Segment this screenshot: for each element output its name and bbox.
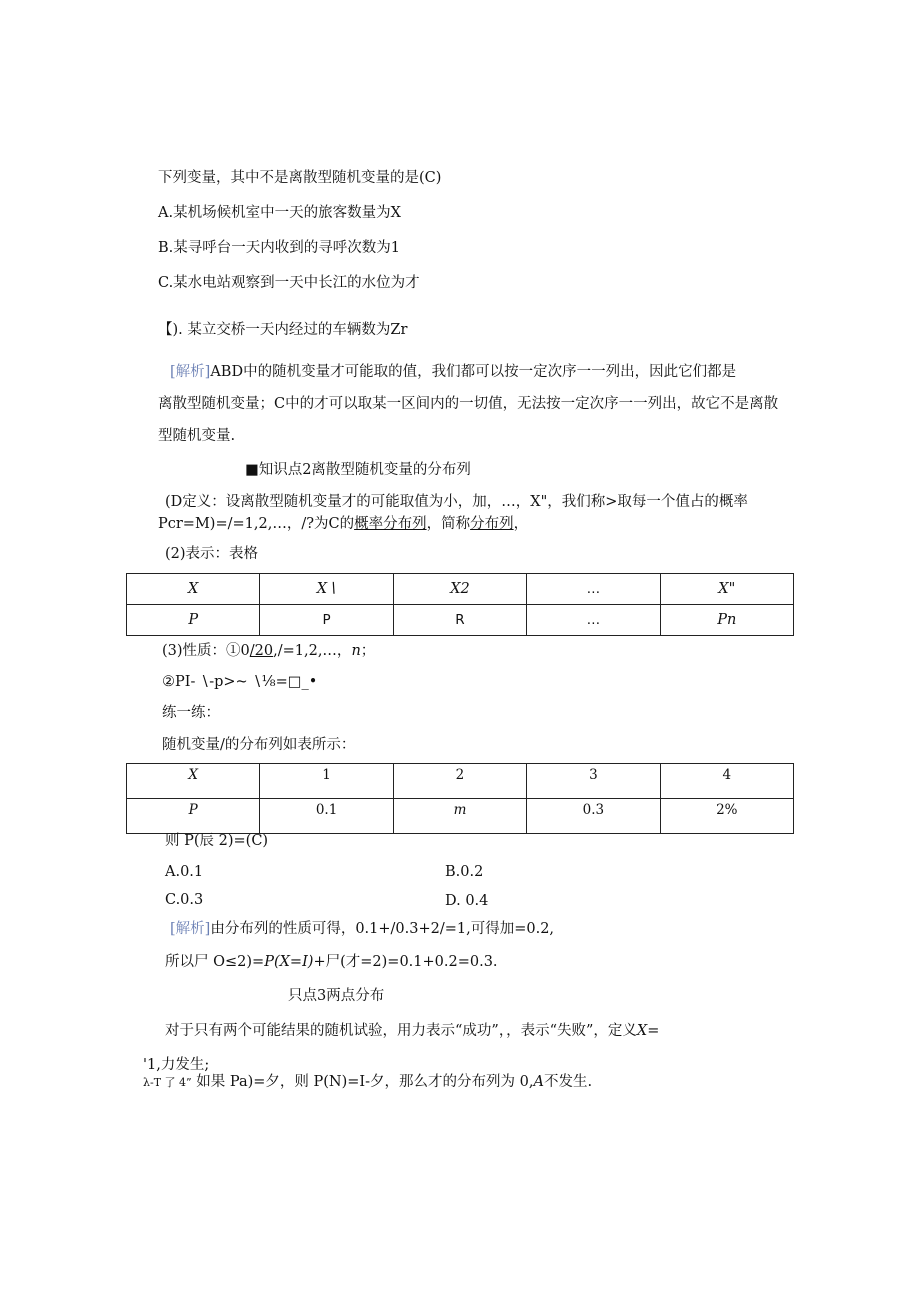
table-cell: … [527, 574, 660, 605]
table-cell: m [393, 799, 526, 834]
property-text-2: ,/=1,2,…， [273, 643, 352, 659]
table-row [127, 799, 794, 834]
distribution-table [126, 573, 794, 636]
definition-text-2: ，简称 [426, 516, 471, 532]
definition-line-1: (D定义：设离散型随机变量才的可能取值为小，加，…，X"，我们称>取每一个值占的概率 [165, 494, 748, 510]
table-cell: 1 [260, 764, 393, 799]
property-n: n [351, 643, 361, 659]
analysis-text-line-3: 型随机变量. [158, 428, 236, 444]
option-c: C.某水电站观察到一天中长江的水位为才 [158, 275, 420, 291]
table-cell: P [127, 605, 260, 636]
practice-question: 则 P(辰 2)=(C) [165, 833, 269, 849]
term-underlined-2: 分布列 [470, 516, 514, 532]
table-cell: P [260, 605, 393, 636]
property-line-2: ②PI- ∖-p>~ ∖⅛=□_• [162, 674, 318, 690]
analysis-text-2: +尸(才=2)=0.1+0.2=0.3. [313, 954, 498, 970]
two-point-line-3 [143, 1072, 592, 1093]
table-cell: … [527, 605, 660, 636]
table-cell: X" [660, 574, 793, 605]
table-cell: 0.1 [260, 799, 393, 834]
analysis-text: 所以尸 O≤2)= [165, 954, 265, 970]
analysis-paragraph [170, 362, 736, 382]
two-point-italic: X= [636, 1023, 660, 1039]
term-underlined-1: 概率分布列 [354, 516, 427, 532]
question-stem: 下列变量，其中不是离散型随机变量的是(C) [158, 170, 442, 186]
analysis-tag: [解析] [170, 364, 211, 380]
analysis-italic: P(X=I) [264, 954, 314, 970]
two-point-italic-2: A [533, 1074, 544, 1090]
definition-text-3: ， [513, 516, 529, 532]
table-cell: X [127, 764, 260, 799]
analysis-text-line-1: ABD中的随机变量才可能取的值，我们都可以按一定次序一一列出，因此它们都是 [210, 364, 737, 380]
option-d: 【). 某立交桥一天内经过的车辆数为Zr [158, 322, 408, 338]
table-cell: R [393, 605, 526, 636]
table-cell: Pn [660, 605, 793, 636]
analysis-text: 由分布列的性质可得，0.1+/0.3+2/=1,可得加=0.2, [210, 921, 555, 937]
practice-analysis-line-1 [170, 919, 554, 939]
two-point-text: 对于只有两个可能结果的随机试验，用力表示“成功”，，表示“失败”，定义 [165, 1023, 637, 1039]
practice-heading: 练一练： [162, 705, 220, 721]
analysis-tag: [解析] [170, 921, 211, 937]
two-point-line-2: '1,力发生; [143, 1057, 210, 1073]
property-line-1 [162, 641, 375, 661]
table-row [127, 605, 794, 636]
practice-intro: 随机变量/的分布列如表所示： [162, 737, 356, 753]
table-cell: 4 [660, 764, 793, 799]
two-point-line-1 [165, 1021, 659, 1041]
section-heading-kp2: ■知识点2离散型随机变量的分布列 [245, 462, 471, 478]
option-a: A.某机场候机室中一天的旅客数量为X [158, 205, 401, 221]
definition-text: Pcr=M)=/=1,2,…，/?为C的 [158, 516, 355, 532]
property-text: (3)性质：①0 [162, 643, 250, 659]
table-cell: 0.3 [527, 799, 660, 834]
two-point-text-2: 如果 Pa)=夕，则 P(N)=I-夕，那么才的分布列为 0, [196, 1074, 534, 1090]
table-cell: X2 [393, 574, 526, 605]
section-heading-kp3: 只点3两点分布 [288, 988, 385, 1004]
property-text-3: ； [360, 643, 376, 659]
property-underlined: /20 [249, 643, 274, 659]
table-cell: P [127, 799, 260, 834]
definition-line-2 [158, 514, 528, 534]
table-cell: 3 [527, 764, 660, 799]
analysis-text-line-2: 离散型随机变量；C中的才可以取某一区间内的一切值，无法按一定次序一一列出，故它不是离散 [158, 396, 779, 412]
practice-analysis-line-2 [165, 952, 498, 972]
representation-label: (2)表示：表格 [165, 546, 259, 562]
practice-option-a: A.0.1 [165, 864, 204, 880]
two-point-small: λ-T 了 4” [143, 1076, 192, 1089]
table-cell: X∖ [260, 574, 393, 605]
practice-option-c: C.0.3 [165, 892, 204, 908]
option-b: B.某寻呼台一天内收到的寻呼次数为1 [158, 240, 400, 256]
table-cell: 2 [393, 764, 526, 799]
practice-table [126, 763, 794, 834]
table-cell: X [127, 574, 260, 605]
practice-option-b: B.0.2 [445, 864, 484, 880]
table-row [127, 764, 794, 799]
two-point-text-3: 不发生. [544, 1074, 593, 1090]
table-row [127, 574, 794, 605]
practice-option-d: D. 0.4 [445, 893, 489, 909]
table-cell: 2% [660, 799, 793, 834]
